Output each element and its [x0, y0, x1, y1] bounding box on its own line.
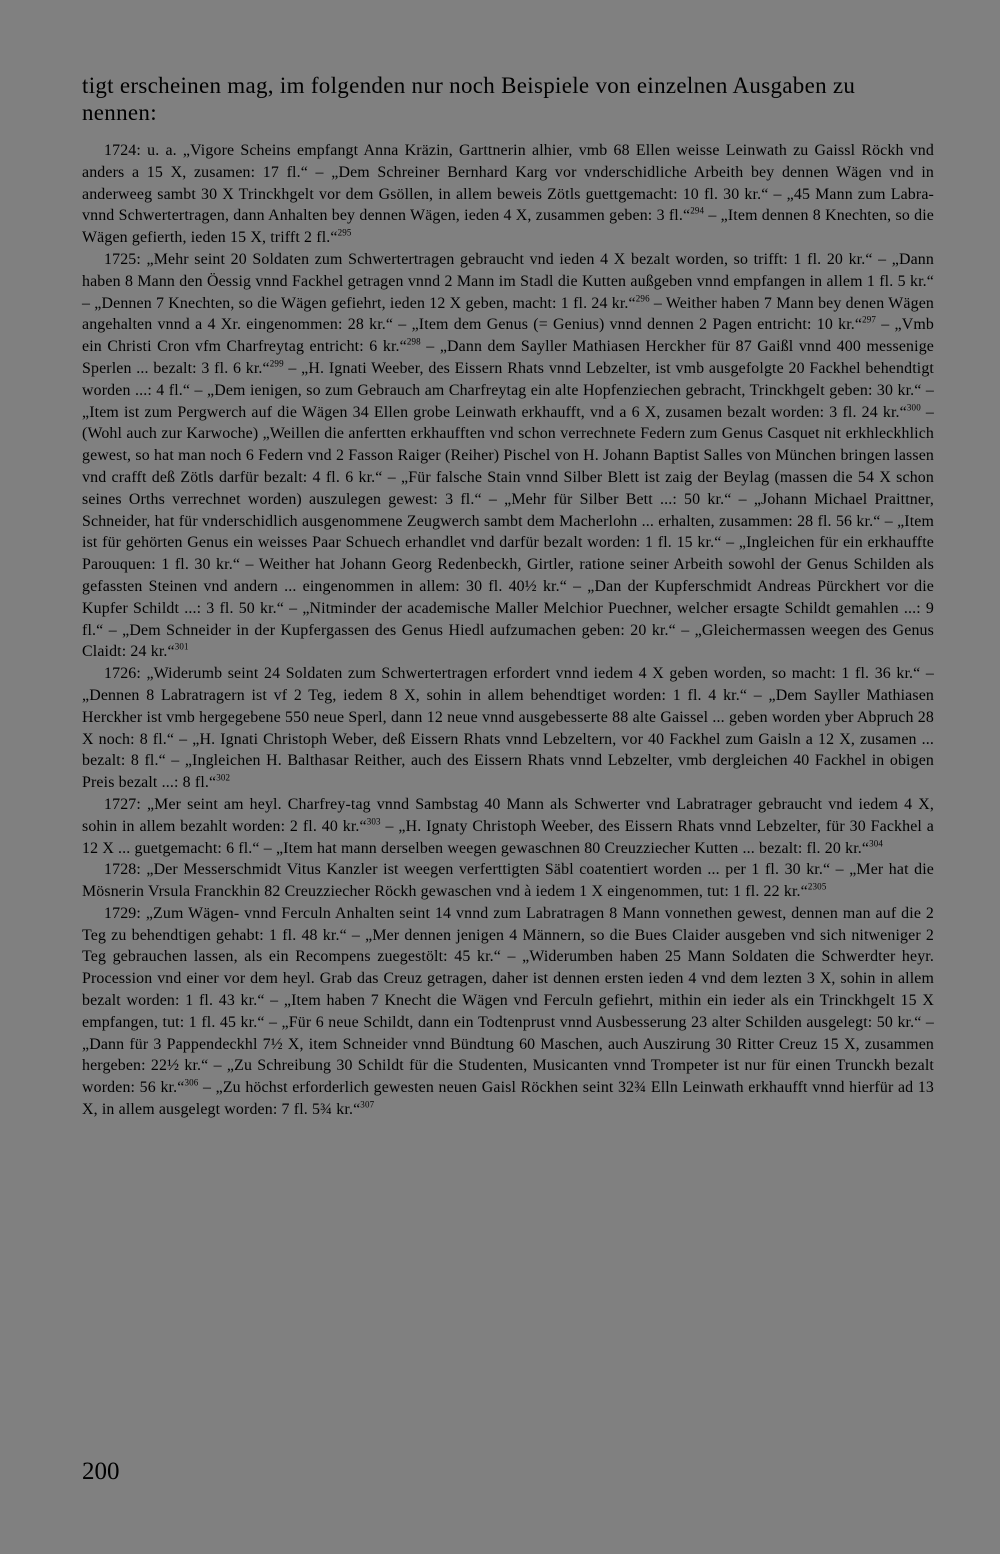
footnote-marker: 304	[869, 838, 884, 849]
footnote-marker: 296	[635, 293, 650, 304]
year-paragraph	[82, 140, 934, 249]
year-paragraph	[82, 794, 934, 859]
paragraph-text: – „Zu höchst erforderlich gewesten neuen Gaisl Röckhen seint 32¾ Elln Leinwath erkhaufft vnnd hierfür ad 13 X, in allem ausgelegt worden: 7 fl. 5¾ kr.“	[82, 1079, 935, 1119]
lead-text: tigt erscheinen mag, im folgenden nur noch Beispiele von einzelnen Ausgaben zu nennen:	[82, 73, 856, 125]
paragraph-text: – Weither haben 7 Mann bey denen Wägen angehalten vnnd a 4 Xr. eingenommen: 28 kr.“ – „Item dem Genus (= Genius) vnnd dennen 2 Pagen entricht: 10 kr.“	[82, 294, 934, 334]
paragraph-text: 1729: „Zum Wägen- vnnd Ferculn Anhalten seint 14 vnnd zum Labratragen 8 Mann vonnethen gewest, dennen man auf die 2 Teg zu behendtigen gehabt: 1 fl. 48 kr.“ – „Mer dennen jenigen 4 Männern, so die Bues Claider ausgeben vnd sich nitweniger 2 Teg gebrauchen lassen, als ein Recompens zuegestölt: 45 kr.“ – „Widerumben haben 25 Mann Soldaten die Schwerdter heyr. Procession vnd einer vor dem heyl. Grab das Creuz getragen, daher ist dennen ersten ieden 4 vnd dem lezten 3 X, sohin in allem bezalt worden: 1 fl. 43 kr.“ – „Item haben 7 Knecht die Wägen vnd Ferculn gefiehrt, mithin ein ieder als ein Trinckhgelt 15 X empfangen, tut: 1 fl. 45 kr.“ – „Für 6 neue Schildt, dann ein Todtenprust vnnd Ausbesserung 23 alter Schilden ausgelegt: 50 kr.“ – „Dann für 3 Pappendeckhl 7½ X, item Schneider vnnd Bündtung 60 Maschen, auch Auszirung 30 Ritter Creuz 15 X, zusammen hergeben: 22½ kr.“ – „Zu Schreibung 30 Schildt für die Studenten, Musicanten vnnd Trompeter ist nur für einen Trunckh bezalt worden: 56 kr.“	[82, 904, 934, 1097]
footnote-marker: 307	[360, 1099, 375, 1110]
year-paragraph	[82, 663, 934, 794]
footnote-marker: 303	[366, 816, 381, 827]
year-paragraph	[82, 903, 934, 1121]
year-paragraph	[82, 859, 934, 903]
footnote-marker: 298	[406, 336, 421, 347]
page-body	[82, 72, 934, 1121]
paragraph-text: 1725: „Mehr seint 20 Soldaten zum Schwertertragen gebraucht vnd ieden 4 X bezalt worden, so trifft: 1 fl. 20 kr.“ – „Dann haben 8 Mann den Öessig vnnd Fackhel getragen vnnd 2 Mann im Stadl die Kutten außgeben vnnd empfangen in allem 1 fl. 5 kr.“ – „Dennen 7 Knechten, so die Wägen gefiehrt, ieden 12 X geben, macht: 1 fl. 24 kr.“	[82, 250, 934, 312]
footnote-marker: 2305	[807, 881, 827, 892]
paragraph-text: – „Dann dem Sayller Mathiasen Herckher für 87 Gaißl vnnd 400 messenige Sperlen ... bezalt: 3 fl. 6 kr.“	[82, 338, 934, 377]
paragraph-text: 1724: u. a. „Vigore Scheins empfangt Anna Kräzin, Garttnerin alhier, vmb 68 Ellen weisse Leinwath zu Gaissl Röckh vnd anders a 15 X, zusamen: 17 fl.“ – „Dem Schreiner Bernhard Karg vor vnderschidliche Arbeith bey dennen Wägen vnd in anderweeg sambt 30 X Trinckhgelt vor dem Gsöllen, in allem beweis Zötls guettgemacht: 10 fl. 30 kr.“ – „45 Mann zum Labra- vnnd Schwertertragen, dann Anhalten bey dennen Wägen, ieden 4 X, zusammen geben: 3 fl.“	[82, 142, 934, 225]
paragraph-text: – „H. Ignaty Christoph Weeber, des Eissern Rhats vnnd Lebzelter, für 30 Fackhel a 12 X ... guetgemacht: 6 fl.“ – „Item hat mann derselben weegen gewaschnen 80 Creuzziecher Kutten ... bezalt: fl. 20 kr.“	[82, 817, 934, 857]
footnote-marker: 300	[906, 402, 921, 413]
year-paragraph	[82, 249, 934, 663]
paragraph-text: 1728: „Der Messerschmidt Vitus Kanzler ist weegen verferttigten Säbl coatentiert worden ... per 1 fl. 30 kr.“ – „Mer hat die Mösnerin Vrsula Franckhin 82 Creuzziecher Röckh gewaschen vnd à iedem 1 X eingenommen, tut: 1 fl. 22 kr.“	[82, 861, 934, 901]
footnote-marker: 306	[184, 1077, 199, 1088]
footnote-marker: 297	[862, 315, 877, 326]
page-number: 200	[82, 1458, 120, 1485]
footnote-marker: 294	[690, 206, 705, 217]
paragraph-text: – „H. Ignati Weeber, des Eissern Rhats vnnd Lebzelter, ist vmb ausgefolgte 20 Fackhel behendtigt worden ...: 4 fl.“ – „Dem ienigen, so zum Gebrauch am Charfreytag ein alte Hopfenziechen gebracht, Trinckhgelt geben: 30 kr.“ – „Item ist zum Pergwerch auf die Wägen 34 Ellen grobe Leinwath erkhaufft, vnd a 6 X, zusamen bezalt worden: 3 fl. 24 kr.“	[82, 359, 934, 421]
paragraph-text: 1727: „Mer seint am heyl. Charfrey-tag vnnd Sambstag 40 Mann als Schwerter vnd Labratrager gebraucht vnd iedem 4 X, sohin in allem bezahlt worden: 2 fl. 40 kr.“	[82, 795, 934, 835]
paragraph-list	[82, 140, 934, 1121]
footnote-marker: 301	[174, 642, 189, 653]
paragraph-text: – „Vmb ein Christi Cron vfm Charfreytag entricht: 6 kr.“	[82, 316, 934, 356]
footnote-marker: 295	[337, 227, 352, 238]
footnote-marker: 299	[269, 358, 284, 369]
paragraph-text: – „Item dennen 8 Knechten, so die Wägen gefierth, ieden 15 X, trifft 2 fl.“	[82, 207, 934, 247]
footnote-marker: 302	[216, 772, 231, 783]
paragraph-text: – (Wohl auch zur Karwoche) „Weillen die anfertten erkhaufften vnd schon verrechnete Federn zum Genus Casquet nit erkhleckhlich gewest, so hat man noch 6 Federn vnd 2 Fasson Raiger (Reiher) Pischel von H. Johann Baptist Salles von München bringen lassen vnd crafft deß Zötls darfür bezalt: 4 fl. 6 kr.“ – „Für falsche Stain vnnd Silber Blett ist zaig der Beylag (massen die 54 X schon seines Orths verrechnet worden) auszulegen gewest: 3 fl.“ – „Mehr für Silber Bett ...: 50 kr.“ – „Johann Michael Praittner, Schneider, hat für vnderschidlich ausgenommene Zeugwerch sambt dem Macherlohn ... erhalten, zusammen: 28 fl. 56 kr.“ – „Item ist für gehörten Genus ein weisses Paar Schuech erhandlet vnd darfür bezalt worden: 1 fl. 15 kr.“ – „Ingleichen für ein erkhauffte Parouquen: 1 fl. 30 kr.“ – Weither hat Johann Georg Redenbeckh, Girtler, ratione seiner Arbeith sowohl der Genus Schilden als gefassten Steinen vnd andern ... eingenommen in allem: 30 fl. 40½ kr.“ – „Dan der Kupferschmidt Andreas Pürckhert vor die Kupfer Schildt ...: 3 fl. 50 kr.“ – „Nitminder der academische Maller Melchior Puechner, welcher ersagte Schildt gemahlen ...: 9 fl.“ – „Dem Schneider in der Kupfergassen des Genus Hiedl aufzumachen geben: 20 kr.“ – „Gleichermassen weegen des Genus Claidt: 24 kr.“	[82, 403, 934, 661]
paragraph-text: 1726: „Widerumb seint 24 Soldaten zum Schwertertragen erfordert vnnd iedem 4 X geben worden, so macht: 1 fl. 36 kr.“ – „Dennen 8 Labratragern ist vf 2 Teg, iedem 8 X, sohin in allem behendtiget worden: 1 fl. 4 kr.“ – „Dem Sayller Mathiasen Herckher ist vmb hergegebene 550 neue Sperl, dann 12 neue vnnd ausgebesserte 88 alte Gaissel ... geben worden yber Abpruch 28 X noch: 8 fl.“ – „H. Ignati Christoph Weber, deß Eissern Rhats vnnd Lebzeltern, vor 40 Fackhel zum Gaisln a 12 X, zusamen ... bezalt: 8 fl.“ – „Ingleichen H. Balthasar Reither, auch des Eissern Rhats vnnd Lebzelter, vmb dergleichen 40 Fackhel in obigen Preis bezalt ...: 8 fl.“	[82, 665, 934, 792]
